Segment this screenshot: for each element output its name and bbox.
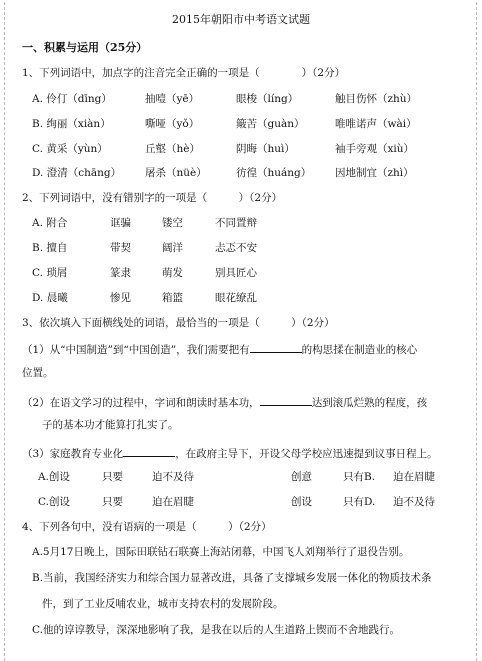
q2-option-row1-item4: 不同置辩 [215,217,257,229]
left-page-border [4,2,5,661]
q3-option-row1-item2: 只要 [102,471,123,483]
q1-option-row3-item1: C. 黄采（yùn） [32,143,108,155]
q2-option-row4-item2: 惨见 [110,292,131,304]
question-2-stem: 2、下列词语中，没有错别字的一项是（ ）（2分） [22,192,283,204]
question-4-stem: 4、下列各句中，没有语病的一项是（ ）（2分） [22,521,272,533]
q1-option-row3-item4: 袖手旁观（xiù） [335,143,415,155]
question-3-stem: 3、依次填入下面横线处的词语，最恰当的一项是（ ）（2分） [22,317,335,329]
q1-option-row1-item3: 眼梭（líng） [236,93,299,105]
question-3-sentence-1 [22,343,417,356]
q2-option-row3-item2: 篆隶 [110,267,131,279]
q3-option-row1-item4: 创意 [291,471,312,483]
right-page-border [476,2,477,661]
q2-option-row1-item2: 诓骗 [110,217,131,229]
q3-option-row1-item6: 迫在眉睫 [393,471,435,483]
question-4-option-b-line-2: 件，到了工业反哺农业，城市支持农村的发展阶段。 [42,598,284,610]
sentence-1-part-a: （1）从“中国制造”到“中国创造”，我们需要把有 [22,344,250,356]
q1-option-row1-item1: A. 伶仃（dīng） [32,93,112,105]
sentence-3-part-a: （3）家庭教育专业化 [22,448,124,460]
q2-option-row2-item4: 忐忑不安 [215,242,257,254]
q3-option-row2-item2: 只要 [102,496,123,508]
q2-option-row3-item1: C. 琐屑 [32,267,68,279]
q2-option-row2-item2: 带契 [110,242,131,254]
q2-option-row2-item1: B. 擅自 [32,242,68,254]
q2-option-row3-item4: 别具匠心 [215,267,257,279]
q1-option-row1-item4: 触目伤怀（zhù） [335,93,418,105]
fill-blank-2 [260,396,312,406]
q1-option-row2-item1: B. 绚丽（xiàn） [32,118,111,130]
q3-option-row1-item3: 迫不及待 [152,471,194,483]
q3-option-row2-item4: 创设 [291,496,312,508]
question-1-stem: 1、下列词语中，加点字的注音完全正确的一项是（ ）（2分） [22,67,346,79]
q1-option-row4-item1: D. 澄清（chāng） [32,167,122,179]
sentence-2-part-c: 子的基本功才能算打扎实了。 [42,419,179,431]
q2-option-row4-item3: 箱篮 [162,292,183,304]
fill-blank-1 [250,343,302,353]
q1-option-row3-item3: 阴晦（huì） [236,143,295,155]
q1-option-row1-item2: 抽噎（yē） [145,93,200,105]
fill-blank-3 [123,447,175,457]
question-4-option-b-line-1: B.当前，我国经济实力和综合国力显著改进，具备了支撑城乡发展一体化的物质技术条 [32,572,432,584]
question-3-sentence-3 [22,447,438,460]
q1-option-row4-item2: 屠杀（nüè） [145,167,207,179]
question-4-option-c: C.他的谆谆教导，深深地影响了我，是我在以后的人生道路上锲而不舍地践行。 [32,624,400,636]
q3-option-row1-item1: A.创设 [38,471,70,483]
question-4-option-a: A.5月17日晚上，国际田联钻石联赛上海站闭幕，中国飞人刘翔举行了退役告别。 [32,546,410,558]
q2-option-row1-item3: 镂空 [162,217,183,229]
q3-option-row1-item5: 只有B. [343,471,376,483]
q2-option-row2-item3: 阔洋 [162,242,183,254]
q2-option-row1-item1: A. 附合 [32,217,68,229]
q1-option-row2-item4: 唯唯诺声（wài） [335,118,417,130]
q3-option-row2-item3: 迫在眉睫 [152,496,194,508]
q1-option-row4-item4: 因地制宜（zhì） [335,167,414,179]
q2-option-row3-item3: 萌发 [162,267,183,279]
sentence-1-part-c: 位置。 [22,367,54,379]
question-3-sentence-2 [22,396,427,409]
q1-option-row2-item2: 嘶哑（yǒ） [145,118,200,130]
q3-option-row2-item6: 迫不及待 [393,496,435,508]
page-title: 2015年朝阳市中考语文试题 [172,13,310,26]
sentence-1-part-b: 的构思揉在制造业的核心 [301,344,418,356]
sentence-2-part-b: 达到滚瓜烂熟的程度，孩 [311,397,428,409]
section-heading: 一、积累与运用（25分） [22,41,148,54]
q3-option-row2-item5: 只有D. [343,496,376,508]
sentence-2-part-a: （2）在语文学习的过程中，字词和朗读时基本功， [22,397,260,409]
q2-option-row4-item4: 眼花缭乱 [215,292,257,304]
q1-option-row3-item2: 丘壑（hè） [145,143,200,155]
q2-option-row4-item1: D. 晨曦 [32,292,68,304]
q1-option-row4-item3: 彷徨（huáng） [236,167,312,179]
sentence-3-part-b: ，在政府主导下，开设父母学校应迅速提到议事日程上。 [175,448,438,460]
q1-option-row2-item3: 簸苦（guàn） [236,118,305,130]
q3-option-row2-item1: C.创设 [38,496,70,508]
